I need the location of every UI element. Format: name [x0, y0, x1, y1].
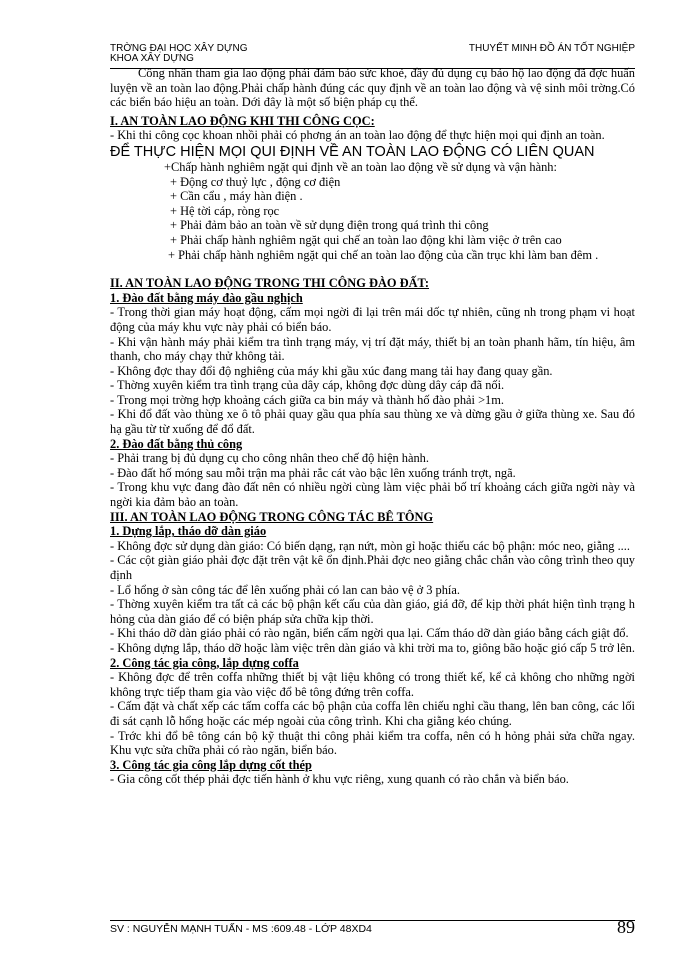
page-number: 89	[617, 917, 635, 937]
document-title: THUYẾT MINH ĐỒ ÁN TỐT NGHIỆP	[468, 43, 635, 54]
list-item: - Khi tháo dỡ dàn giáo phải có rào ngăn, biển cấm ngời qua lại. Cấm tháo dỡ dàn giáo bằng cách giật đổ.	[110, 626, 629, 641]
subsection-heading: 1. Dựng lắp, tháo dỡ dàn giáo	[110, 524, 267, 539]
faculty-name: KHOA XÂY DỰNG	[110, 53, 194, 64]
list-item: - Các cột giàn giáo phải đợc đặt trên vật kê ổn định.Phải đợc neo giằng chắc chắn vào công trình theo quy định	[110, 553, 635, 582]
subsection-heading: 1. Đào đất bằng máy đào gầu nghịch	[110, 290, 303, 305]
student-info: SV : NGUYỄN MẠNH TUẤN - MS :609.48 - LỚP 48XD4	[110, 923, 372, 935]
list-item: - Không đợc sử dụng dàn giáo: Có biến dạng, rạn nứt, mòn gỉ hoặc thiếu các bộ phận: móc neo, giằng ....	[110, 538, 630, 553]
section-1-heading: I. AN TOÀN LAO ĐỘNG KHI THI CÔNG CỌC:	[110, 113, 375, 128]
section-1-subtitle: ĐỂ THỰC HIỆN MỌI QUI ĐỊNH VỀ AN TOÀN LAO ĐỘNG CÓ LIÊN QUAN	[110, 143, 595, 160]
section-2-heading: II. AN TOÀN LAO ĐỘNG TRONG THI CÔNG ĐÀO ĐẤT:	[110, 276, 429, 291]
section-1-paragraph: - Khi thi công cọc khoan nhồi phải có phơng án an toàn lao động để thực hiện mọi qui định an toàn.	[110, 128, 605, 143]
list-item: + Phải chấp hành nghiêm ngặt qui chế an toàn lao động khi làm việc ở trên cao	[170, 232, 562, 247]
section-3-heading: III. AN TOÀN LAO ĐỘNG TRONG CÔNG TÁC BÊ TÔNG	[110, 509, 434, 524]
list-item: - Trớc khi đổ bê tông cán bộ kỹ thuật thi công phải kiểm tra coffa, nên có h hỏng phải sửa chữa ngay. Khu vực sửa chữa phải có rào ngăn, biển báo.	[110, 728, 635, 758]
list-item: - Phải trang bị đủ dụng cụ cho công nhân theo chế độ hiện hành.	[110, 451, 429, 466]
subsection-heading: 3. Công tác gia công lắp dựng cốt thép	[110, 757, 312, 772]
list-item: + Hệ tời cáp, ròng rọc	[170, 203, 280, 218]
page-body	[110, 66, 635, 787]
list-item: - Không dựng lắp, tháo dỡ hoặc làm việc trên dàn giáo và khi trời ma to, giông bão hoặc gió cấp 5 trở lên.	[110, 640, 635, 655]
list-item: - Cấm đặt và chất xếp các tấm coffa các bộ phận của coffa lên chiếu nghỉ cầu thang, lên ban công, các lối đi sát cạnh lỗ hổng hoặc các mép ngoài của công trình. Khi cha giằng kéo chúng.	[110, 699, 635, 728]
list-item: - Trong mọi trờng hợp khoảng cách giữa ca bin máy và thành hố đào phải >1m.	[110, 392, 504, 407]
page-footer	[110, 917, 635, 943]
intro-paragraph: Công nhân tham gia lao động phải đảm bảo sức khoẻ, đầy đủ dụng cụ bảo hộ lao động đã đợc huấn luyện về an toàn lao động.Phải chấp hành đúng các quy định về an toàn lao động và vệ sinh môi trờng.Có các biển báo hiệu an toàn. Dới đây là một số biện pháp cụ thể.	[110, 66, 635, 110]
list-item: - Thờng xuyên kiểm tra tất cả các bộ phận kết cấu của dàn giáo, giá đỡ, để kịp thời phát hiện tình trạng h hỏng của dàn giáo để có biện pháp sửa chữa kịp thời.	[110, 597, 635, 626]
list-item: - Trong khu vực đang đào đất nên có nhiều ngời cùng làm việc phải bố trí khoảng cách giữa ngời này và ngời kia đảm bảo an toàn.	[110, 480, 635, 510]
list-item: - Thờng xuyên kiểm tra tình trạng của dây cáp, không đợc dùng dây cáp đã nối.	[110, 378, 505, 393]
list-item: + Phải chấp hành nghiêm ngặt qui chế an toàn lao động của cần trục khi làm ban đêm .	[168, 247, 599, 262]
page-header	[110, 42, 635, 69]
list-item: + Động cơ thuỷ lực , động cơ điện	[170, 174, 341, 189]
list-item: - Lổ hổng ở sàn công tác để lên xuống phải có lan can bảo vệ ở 3 phía.	[110, 582, 460, 597]
list-item: - Đào đất hố móng sau mỗi trận ma phải rắc cát vào bậc lên xuống tránh trợt, ngã.	[110, 465, 516, 480]
list-item: - Gia công cốt thép phải đợc tiến hành ở khu vực riêng, xung quanh có rào chắn và biển báo.	[110, 772, 569, 787]
list-item: - Khi vận hành máy phải kiểm tra tình trạng máy, vị trí đặt máy, thiết bị an toàn phanh hãm, tín hiệu, âm thanh, cho máy chạy thử không tải.	[110, 334, 635, 364]
list-item: - Trong thời gian máy hoạt động, cấm mọi ngời đi lại trên mái dốc tự nhiên, cũng nh trong phạm vi hoạt động của máy khu vực này phải có biển báo.	[110, 305, 635, 334]
subsection-heading: 2. Đào đất bằng thủ công	[110, 436, 243, 451]
list-item: - Khi đổ đất vào thùng xe ô tô phải quay gầu qua phía sau thùng xe và dừng gầu ở giữa thùng xe. Sau đó hạ gầu từ từ xuống để đổ đất.	[110, 407, 635, 437]
school-name: TRỜNG ĐẠI HỌC XÂY DỰNG	[110, 43, 248, 54]
list-item: + Cần cẩu , máy hàn điện .	[170, 189, 303, 204]
section-1-lead: +Chấp hành nghiêm ngặt qui định về an toàn lao động về sử dụng và vận hành:	[164, 159, 557, 174]
list-item: - Không đợc thay đổi độ nghiêng của máy khi gầu xúc đang mang tải hay đang quay gần.	[110, 363, 553, 378]
list-item: + Phải đảm bảo an toàn về sử dụng điện trong quá trình thi công	[170, 218, 489, 233]
list-item: - Không đợc để trên coffa những thiết bị vật liệu không có trong thiết kế, kể cả không cho những ngời không trực tiếp tham gia vào việc đổ bê tông đứng trên coffa.	[110, 670, 635, 699]
subsection-heading: 2. Công tác gia công, lắp dựng coffa	[110, 655, 299, 670]
